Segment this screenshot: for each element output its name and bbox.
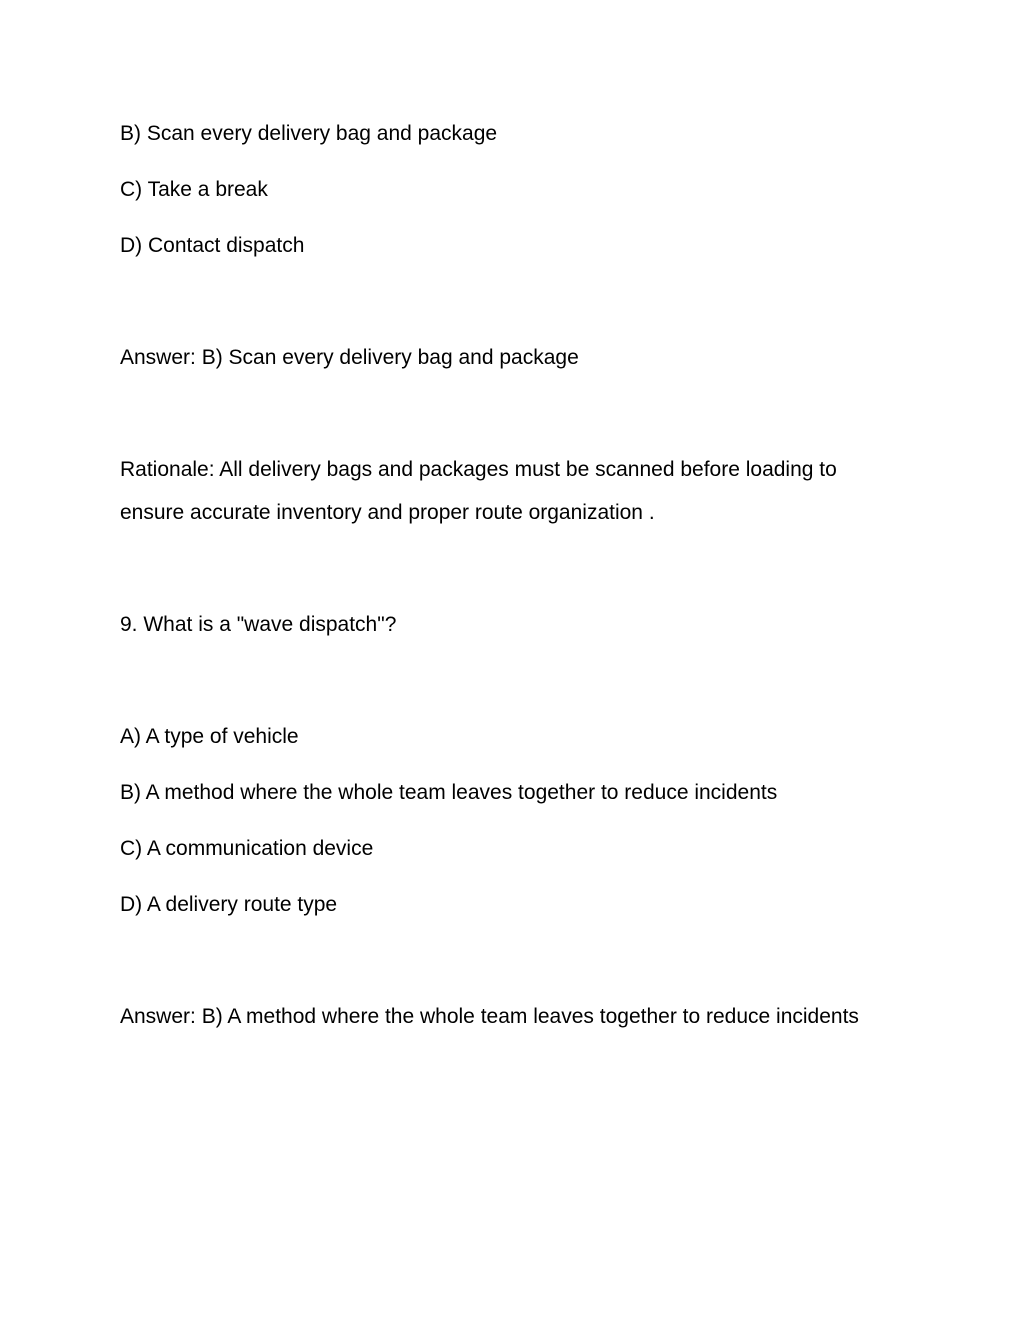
q9-option-d: D) A delivery route type	[120, 893, 338, 916]
q8-option-b: B) Scan every delivery bag and package	[120, 122, 498, 145]
q8-rationale-line-2: ensure accurate inventory and proper route organization .	[120, 501, 655, 524]
q9-option-b: B) A method where the whole team leaves together to reduce incidents	[120, 781, 778, 804]
q8-option-d: D) Contact dispatch	[120, 234, 305, 257]
q8-rationale-line-1: Rationale: All delivery bags and packages must be scanned before loading to	[120, 458, 837, 481]
q9-question: 9. What is a "wave dispatch"?	[120, 613, 397, 636]
q8-option-c: C) Take a break	[120, 178, 268, 201]
q8-answer: Answer: B) Scan every delivery bag and package	[120, 346, 579, 369]
q9-option-c: C) A communication device	[120, 837, 374, 860]
q9-option-a: A) A type of vehicle	[120, 725, 299, 748]
q9-answer: Answer: B) A method where the whole team leaves together to reduce incidents	[120, 1005, 859, 1028]
